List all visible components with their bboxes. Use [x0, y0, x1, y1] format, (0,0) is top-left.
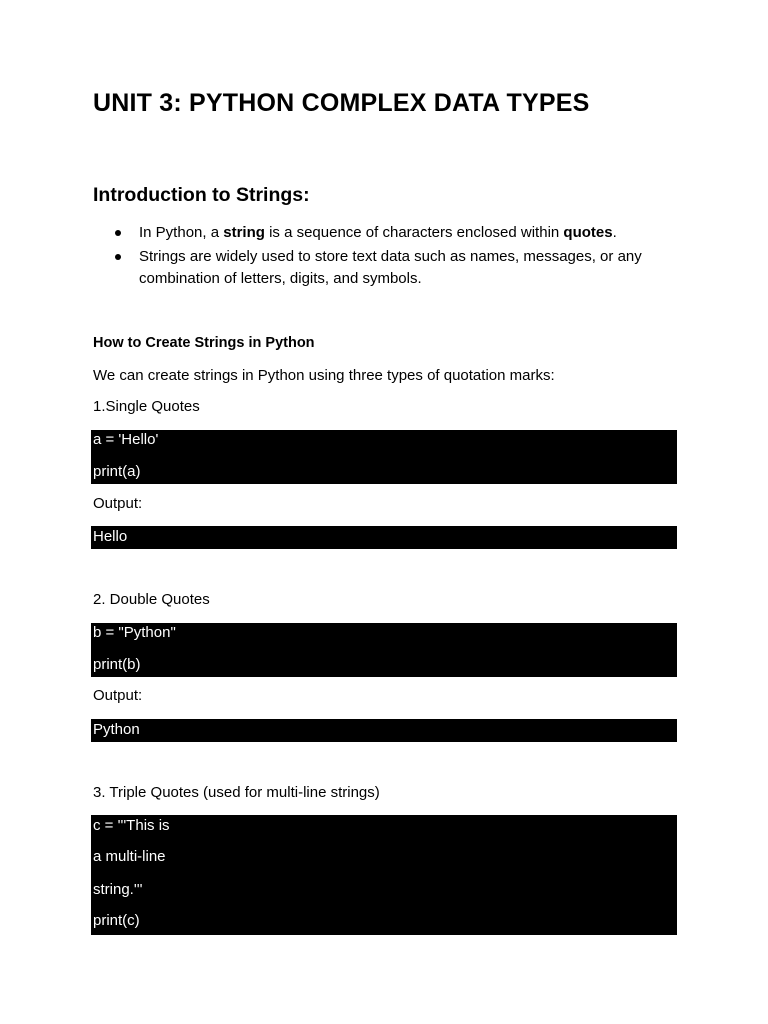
section-heading: Introduction to Strings:: [93, 184, 310, 206]
code-line: b = "Python": [93, 624, 176, 641]
code-line: string.''': [93, 881, 143, 898]
bullet-list: [113, 222, 703, 292]
bullet-icon: [115, 254, 121, 260]
example-label: 2. Double Quotes: [93, 591, 210, 608]
bullet-item: [113, 222, 703, 244]
bullet-text: In Python, a string is a sequence of characters enclosed within quotes.: [139, 224, 617, 241]
example-label: 3. Triple Quotes (used for multi-line strings): [93, 784, 380, 801]
output-label: Output:: [93, 687, 143, 704]
code-block: [91, 623, 677, 677]
output-block: [91, 719, 677, 742]
code-line: print(a): [93, 463, 141, 480]
bullet-icon: [115, 230, 121, 236]
subheading: How to Create Strings in Python: [93, 335, 315, 351]
bullet-item: [113, 246, 703, 290]
bold-term-quotes: quotes: [563, 224, 613, 241]
code-block: [91, 430, 677, 484]
code-line: print(c): [93, 912, 140, 929]
code-line: c = '''This is: [93, 817, 170, 834]
bullet-text-line: combination of letters, digits, and symbols.: [139, 270, 422, 287]
code-line: print(b): [93, 656, 141, 673]
bullet-text-line: Strings are widely used to store text data such as names, messages, or any: [139, 248, 642, 265]
code-line: a multi-line: [93, 848, 166, 865]
output-line: Hello: [93, 528, 128, 545]
intro-paragraph: We can create strings in Python using three types of quotation marks:: [93, 367, 555, 384]
example-label: 1.Single Quotes: [93, 398, 200, 415]
code-block: [91, 815, 677, 935]
output-line: Python: [93, 721, 140, 738]
code-line: a = 'Hello': [93, 431, 159, 448]
output-label: Output:: [93, 495, 143, 512]
output-block: [91, 526, 677, 549]
unit-title: UNIT 3: PYTHON COMPLEX DATA TYPES: [93, 89, 590, 117]
bold-term-string: string: [223, 224, 265, 241]
